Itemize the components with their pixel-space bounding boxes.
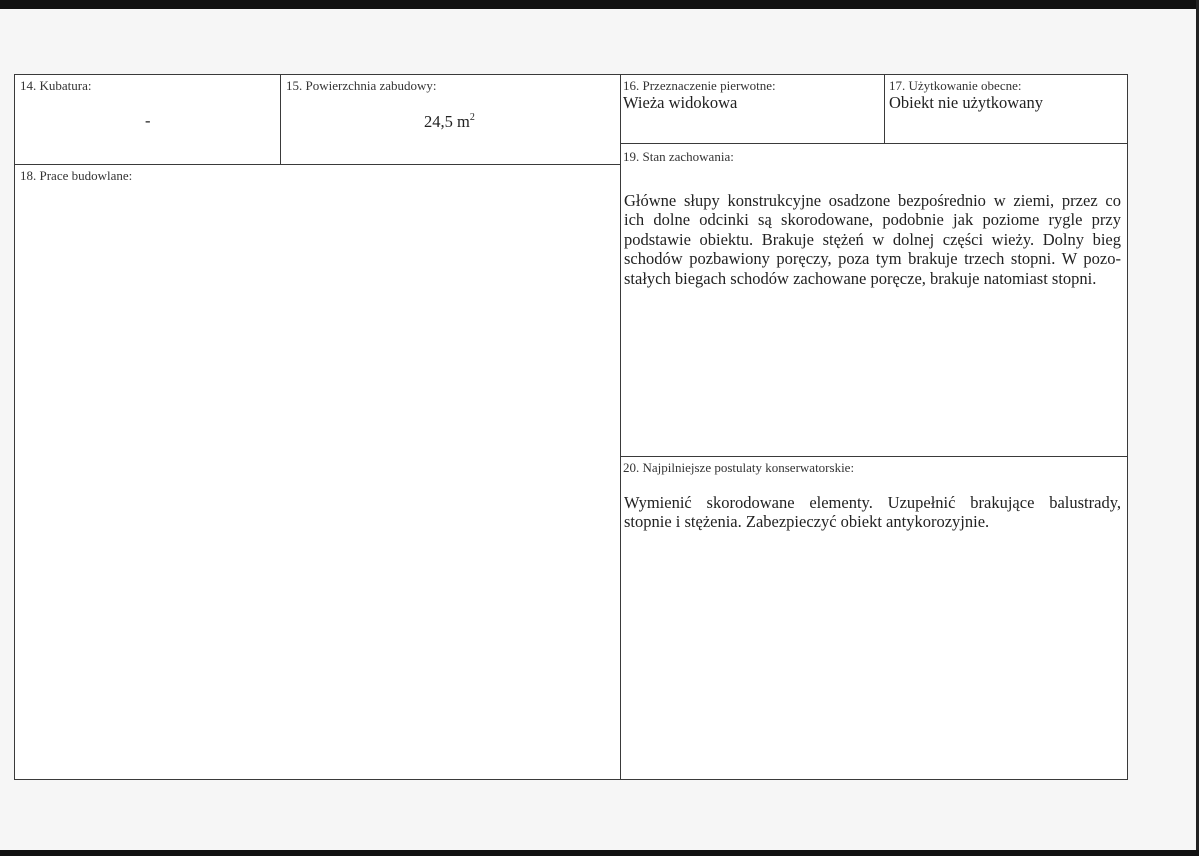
stan-description — [624, 191, 1121, 288]
cell-postulaty — [621, 457, 1127, 779]
record-form-table — [14, 74, 1128, 780]
stan-label: 19. Stan zachowania: — [623, 149, 734, 164]
stan-line: podstawie obiektu. Brakuje stężeń w dolnej części wieży. Dolny bieg — [624, 229, 1121, 249]
powierzchnia-unit-exponent: 2 — [469, 112, 475, 123]
cell-prace-budowlane — [15, 165, 620, 779]
kubatura-value: - — [145, 111, 151, 130]
przeznaczenie-label: 16. Przeznaczenie pierwotne: — [623, 78, 776, 93]
postulaty-label: 20. Najpilniejsze postulaty konserwatorskie: — [623, 460, 855, 475]
powierzchnia-label: 15. Powierzchnia zabudowy: — [286, 78, 437, 93]
prace-label: 18. Prace budowlane: — [20, 168, 133, 183]
cell-stan-zachowania — [621, 144, 1127, 456]
scan-edge-top — [0, 0, 1199, 9]
uzytkowanie-label: 17. Użytkowanie obecne: — [889, 78, 1022, 93]
stan-line: stałych biegach schodów zachowane poręcze, brakuje natomiast stopni. — [624, 268, 1097, 288]
cell-kubatura — [15, 75, 280, 164]
postulaty-line: Wymienić skorodowane elementy. Uzupełnić brakujące balustrady, — [624, 493, 1121, 512]
przeznaczenie-value: Wieża widokowa — [623, 93, 738, 112]
stan-line: schodów pozbawiony poręczy, poza tym brakuje trzech stopni. W pozo- — [624, 249, 1121, 269]
kubatura-label: 14. Kubatura: — [20, 78, 92, 93]
postulaty-description — [624, 493, 1121, 532]
uzytkowanie-value: Obiekt nie użytkowany — [889, 93, 1043, 112]
powierzchnia-value — [424, 112, 475, 131]
scan-edge-bottom — [0, 850, 1199, 856]
cell-uzytkowanie — [885, 75, 1127, 143]
powierzchnia-number: 24,5 m — [424, 112, 470, 131]
stan-line: ich dolne odcinki są skorodowane, podobnie jak poziome rygle przy — [624, 210, 1121, 230]
cell-przeznaczenie — [621, 75, 884, 143]
cell-powierzchnia — [281, 75, 620, 164]
postulaty-line: stopnie i stężenia. Zabezpieczyć obiekt antykorozyjnie. — [624, 512, 990, 532]
stan-line: Główne słupy konstrukcyjne osadzone bezpośrednio w ziemi, przez co — [624, 191, 1121, 210]
